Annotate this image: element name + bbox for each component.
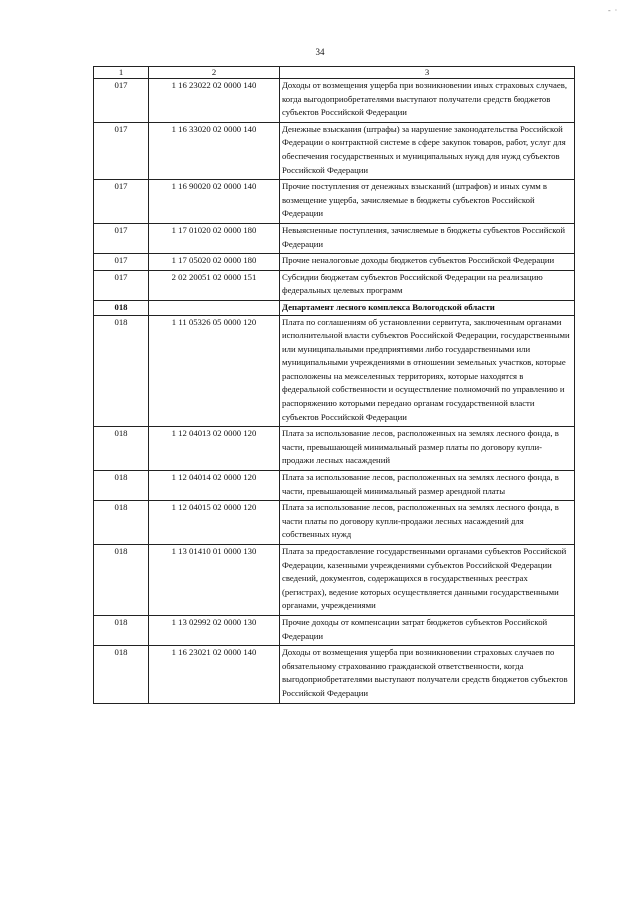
page-number: 34 xyxy=(315,47,325,57)
table-row xyxy=(94,180,575,224)
table-row xyxy=(94,615,575,645)
table-row xyxy=(94,254,575,271)
cell-income-name: Доходы от возмещения ущерба при возникновении страховых случаев по обязательному страхованию гражданской ответственности, когда выгодоприобретателями выступают получатели средств бюджетов субъектов Российской Федерации xyxy=(280,646,575,703)
cell-income-code: 1 17 05020 02 0000 180 xyxy=(149,254,280,271)
table-row xyxy=(94,122,575,179)
cell-income-code: 1 11 05326 05 0000 120 xyxy=(149,315,280,427)
cell-income-code: 1 12 04015 02 0000 120 xyxy=(149,501,280,545)
table-row xyxy=(94,427,575,471)
cell-admin-code: 017 xyxy=(94,180,149,224)
cell-income-name: Департамент лесного комплекса Вологодской области xyxy=(280,300,575,315)
cell-income-code: 1 16 23022 02 0000 140 xyxy=(149,79,280,123)
table-row xyxy=(94,79,575,123)
header-col-3: 3 xyxy=(280,67,575,79)
cell-admin-code: 017 xyxy=(94,254,149,271)
cell-income-name: Прочие поступления от денежных взысканий (штрафов) и иных сумм в возмещение ущерба, зачисляемые в бюджеты субъектов Российской Федерации xyxy=(280,180,575,224)
table-row xyxy=(94,501,575,545)
cell-income-code: 1 13 01410 01 0000 130 xyxy=(149,545,280,616)
cell-income-name: Субсидии бюджетам субъектов Российской Федерации на реализацию федеральных целевых программ xyxy=(280,270,575,300)
corner-mark: - · xyxy=(608,6,619,15)
cell-income-code: 1 12 04013 02 0000 120 xyxy=(149,427,280,471)
table-header xyxy=(94,67,575,79)
cell-income-name: Плата за использование лесов, расположенных на землях лесного фонда, в части, превышающей минимальный размер арендной платы xyxy=(280,471,575,501)
header-col-2: 2 xyxy=(149,67,280,79)
cell-income-code: 1 16 23021 02 0000 140 xyxy=(149,646,280,703)
cell-admin-code: 018 xyxy=(94,646,149,703)
cell-income-name: Прочие неналоговые доходы бюджетов субъектов Российской Федерации xyxy=(280,254,575,271)
cell-income-code: 1 12 04014 02 0000 120 xyxy=(149,471,280,501)
cell-admin-code: 018 xyxy=(94,545,149,616)
cell-income-name: Плата по соглашениям об установлении сервитута, заключенным органами исполнительной власти субъектов Российской Федерации, государственными или муниципальными предприятиями либо государственными или муниципальными учреждениями в отношении земельных участков, которые расположены на межселенных территориях, которые находятся в федеральной собственности и осуществление полномочий по управлению и распоряжению которыми передано органам государственной власти субъектов Российской Федерации xyxy=(280,315,575,427)
cell-income-code: 1 16 33020 02 0000 140 xyxy=(149,122,280,179)
table-row xyxy=(94,315,575,427)
table-row xyxy=(94,646,575,703)
cell-income-name: Невыясненные поступления, зачисляемые в бюджеты субъектов Российской Федерации xyxy=(280,223,575,253)
table-row xyxy=(94,545,575,616)
cell-admin-code: 018 xyxy=(94,501,149,545)
cell-admin-code: 018 xyxy=(94,300,149,315)
cell-admin-code: 018 xyxy=(94,315,149,427)
cell-income-name: Плата за использование лесов, расположенных на землях лесного фонда, в части платы по договору купли-продажи лесных насаждений для собственных нужд xyxy=(280,501,575,545)
cell-income-name: Плата за предоставление государственными органами субъектов Российской Федерации, казенными учреждениями субъектов Российской Федерации сведений, документов, содержащихся в государственных реестрах (регистрах), ведение которых осуществляется данными государственными органами, учреждениями xyxy=(280,545,575,616)
income-codes-table xyxy=(93,66,575,704)
cell-income-code: 1 13 02992 02 0000 130 xyxy=(149,615,280,645)
cell-income-name: Плата за использование лесов, расположенных на землях лесного фонда, в части, превышающей минимальный размер платы по договору купли-продажи лесных насаждений xyxy=(280,427,575,471)
cell-admin-code: 018 xyxy=(94,615,149,645)
cell-admin-code: 018 xyxy=(94,471,149,501)
cell-income-code: 2 02 20051 02 0000 151 xyxy=(149,270,280,300)
cell-admin-code: 018 xyxy=(94,427,149,471)
cell-income-code xyxy=(149,300,280,315)
cell-income-name: Доходы от возмещения ущерба при возникновении иных страховых случаев, когда выгодоприобретателями выступают получатели средств бюджетов субъектов Российской Федерации xyxy=(280,79,575,123)
cell-income-code: 1 17 01020 02 0000 180 xyxy=(149,223,280,253)
table-row xyxy=(94,223,575,253)
cell-income-name: Прочие доходы от компенсации затрат бюджетов субъектов Российской Федерации xyxy=(280,615,575,645)
cell-admin-code: 017 xyxy=(94,223,149,253)
cell-admin-code: 017 xyxy=(94,79,149,123)
table-body xyxy=(94,79,575,704)
header-col-1: 1 xyxy=(94,67,149,79)
section-row xyxy=(94,300,575,315)
cell-admin-code: 017 xyxy=(94,270,149,300)
cell-income-name: Денежные взыскания (штрафы) за нарушение законодательства Российской Федерации о контрактной системе в сфере закупок товаров, работ, услуг для обеспечения государственных и муниципальных нужд для нужд субъектов Российской Федерации xyxy=(280,122,575,179)
cell-admin-code: 017 xyxy=(94,122,149,179)
table-row xyxy=(94,270,575,300)
table-row xyxy=(94,471,575,501)
cell-income-code: 1 16 90020 02 0000 140 xyxy=(149,180,280,224)
